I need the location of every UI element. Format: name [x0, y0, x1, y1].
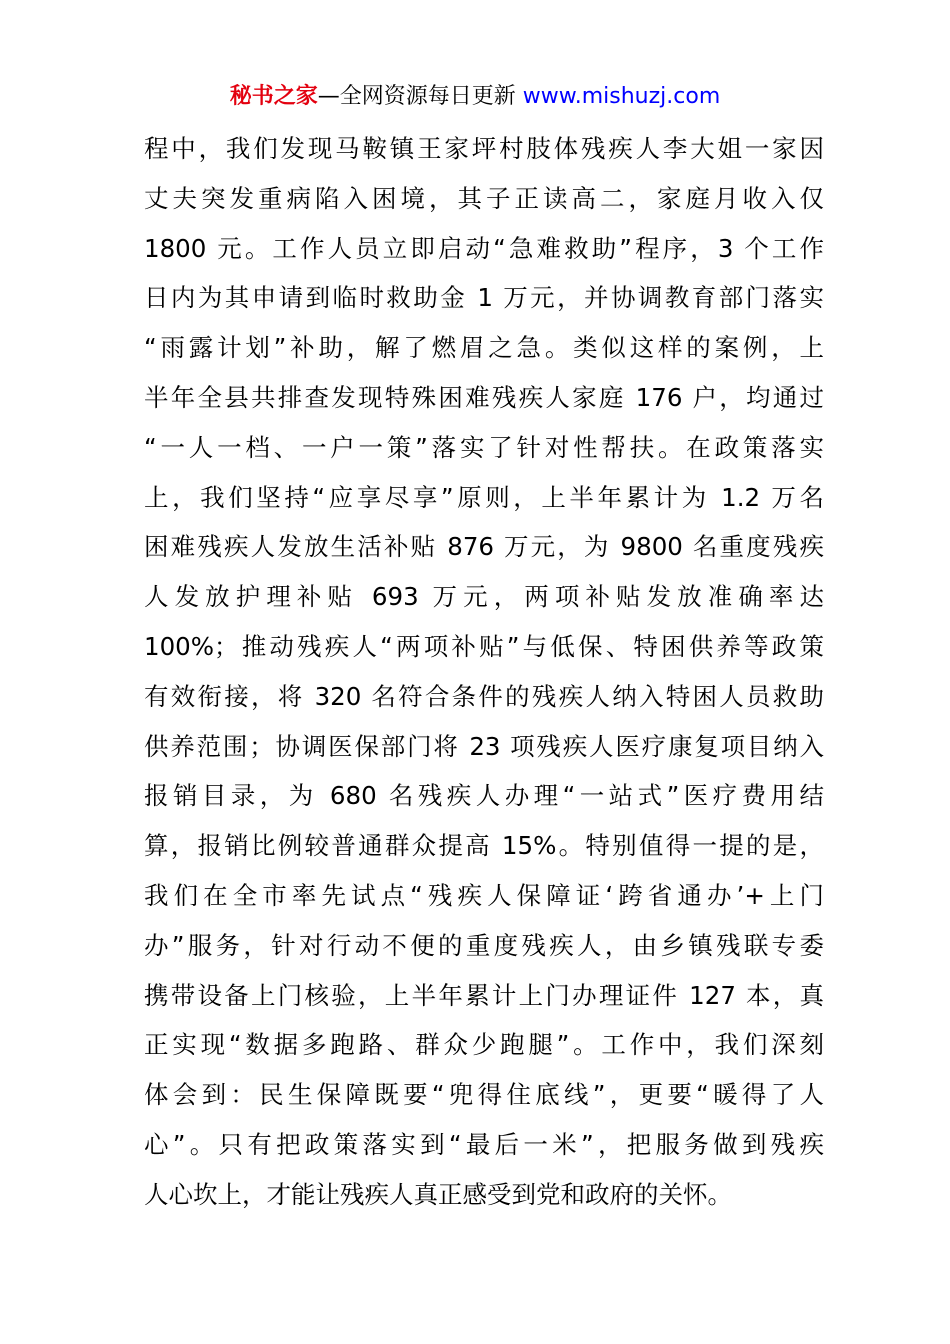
body-line: 困难残疾人发放生活补贴 876 万元，为 9800 名重度残疾	[144, 532, 824, 562]
body-line: 正实现“数据多跑路、群众少跑腿”。工作中，我们深刻	[144, 1030, 824, 1060]
body-line: 心”。只有把政策落实到“最后一米”，把服务做到残疾	[144, 1129, 824, 1159]
body-line: 体会到：民生保障既要“兜得住底线”，更要“暖得了人	[144, 1080, 824, 1110]
body-line: 算，报销比例较普通群众提高 15%。特别值得一提的是，	[144, 831, 824, 861]
body-line: 人发放护理补贴 693 万元，两项补贴发放准确率达	[144, 582, 824, 612]
header-tagline: —全网资源每日更新	[317, 84, 523, 109]
document-body	[144, 124, 824, 1220]
body-line: 半年全县共排查发现特殊困难残疾人家庭 176 户，均通过	[144, 382, 824, 412]
body-line: 丈夫突发重病陷入困境，其子正读高二，家庭月收入仅	[144, 183, 824, 213]
body-line: “雨露计划”补助，解了燃眉之急。类似这样的案例，上	[144, 333, 824, 363]
body-line: 日内为其申请到临时救助金 1 万元，并协调教育部门落实	[144, 283, 824, 313]
body-line: 1800 元。工作人员立即启动“急难救助”程序，3 个工作	[144, 233, 824, 263]
body-line: 上，我们坚持“应享尽享”原则，上半年累计为 1.2 万名	[144, 482, 824, 512]
body-line: “一人一档、一户一策”落实了针对性帮扶。在政策落实	[144, 432, 824, 462]
body-line: 供养范围；协调医保部门将 23 项残疾人医疗康复项目纳入	[144, 731, 824, 761]
site-header	[0, 80, 950, 114]
body-line: 我们在全市率先试点“残疾人保障证‘跨省通办’+上门	[144, 880, 824, 910]
body-line: 携带设备上门核验，上半年累计上门办理证件 127 本，真	[144, 980, 824, 1010]
site-url-link[interactable]: www.mishuzj.com	[522, 84, 721, 109]
body-line: 报销目录，为 680 名残疾人办理“一站式”医疗费用结	[144, 781, 824, 811]
body-line: 有效衔接，将 320 名符合条件的残疾人纳入特困人员救助	[144, 681, 824, 711]
body-line-last: 人心坎上，才能让残疾人真正感受到党和政府的关怀。	[144, 1179, 732, 1209]
body-line: 办”服务，针对行动不便的重度残疾人，由乡镇残联专委	[144, 930, 824, 960]
body-line: 100%；推动残疾人“两项补贴”与低保、特困供养等政策	[144, 631, 824, 661]
brand-name: 秘书之家	[229, 84, 318, 109]
body-line: 程中，我们发现马鞍镇王家坪村肢体残疾人李大姐一家因	[144, 134, 824, 163]
